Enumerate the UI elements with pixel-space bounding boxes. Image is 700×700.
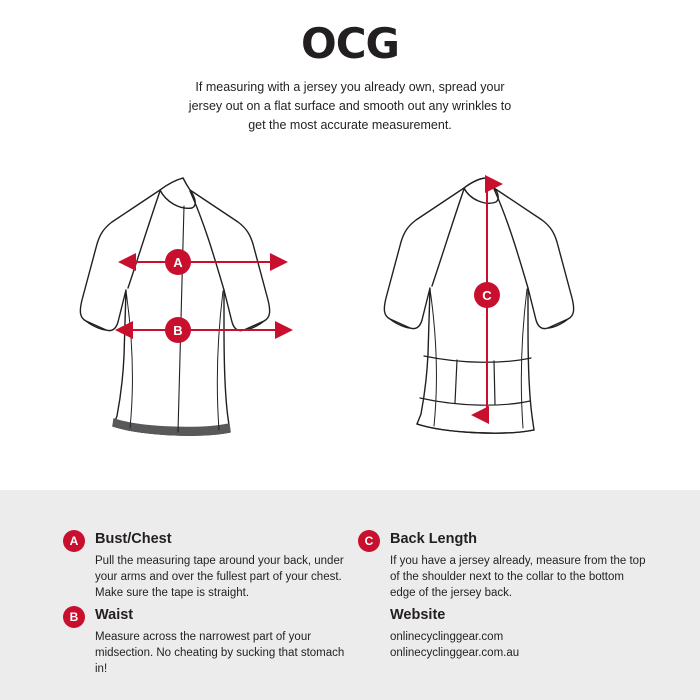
- legend-body-back-length: If you have a jersey already, measure from the top of the shoulder next to the collar to the bottom edge of the jersey back.: [390, 555, 646, 599]
- legend-title-website: Website: [390, 607, 446, 623]
- marker-a-label: A: [173, 255, 183, 270]
- website-link-com-au[interactable]: onlinecyclinggear.com.au: [390, 647, 520, 659]
- legend-body-website: [390, 629, 648, 661]
- legend-title-waist: Waist: [95, 607, 134, 623]
- marker-b-label: B: [173, 323, 183, 338]
- brand-logo: OCG: [300, 19, 399, 68]
- intro-text: If measuring with a jersey you already own, spread your jersey out on a flat surface and smooth out any wrinkles to get the most accurate measurement.: [188, 80, 512, 132]
- jersey-front-view: [80, 178, 269, 435]
- jersey-diagram: [0, 160, 700, 490]
- legend-badge-c: C: [358, 530, 380, 552]
- legend-body-waist: Measure across the narrowest part of your midsection. No cheating by sucking that stomach in!: [95, 631, 345, 675]
- legend-title-bust-chest: Bust/Chest: [95, 531, 172, 547]
- jersey-back-view: [384, 178, 573, 433]
- legend-body-bust-chest: Pull the measuring tape around your back, under your arms and over the fullest part of your chest. Make sure the tape is straight.: [95, 555, 344, 599]
- legend-title-back-length: Back Length: [390, 531, 478, 547]
- legend-panel: [0, 490, 700, 700]
- legend-badge-b: B: [63, 606, 85, 628]
- legend-badge-a: A: [63, 530, 85, 552]
- marker-c-label: C: [482, 288, 492, 303]
- website-link-com[interactable]: onlinecyclinggear.com: [390, 631, 504, 643]
